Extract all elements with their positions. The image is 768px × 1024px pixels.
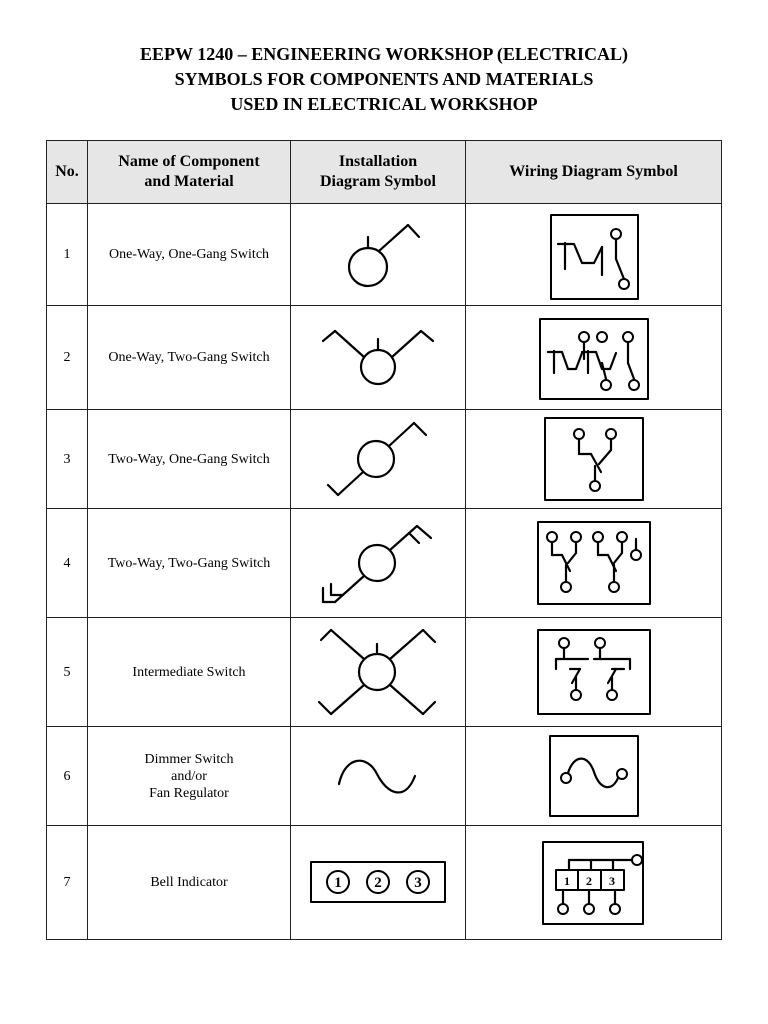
bell-indicator-installation-icon (308, 858, 448, 908)
row-number: 4 (47, 509, 88, 618)
row-number: 3 (47, 410, 88, 509)
column-header-no: No. (47, 141, 88, 204)
page-title (0, 42, 768, 117)
table-header-row (47, 141, 722, 204)
wiring-symbol-cell (466, 826, 722, 940)
table-row (47, 509, 722, 618)
wiring-symbol-cell (466, 727, 722, 826)
table-row (47, 306, 722, 410)
component-name: One-Way, One-Gang Switch (88, 204, 291, 306)
column-header-installation: Installation Diagram Symbol (291, 141, 466, 204)
wiring-symbol-cell (466, 306, 722, 410)
component-name: Two-Way, Two-Gang Switch (88, 509, 291, 618)
table-row (47, 826, 722, 940)
one-way-one-gang-switch-wiring-icon (544, 209, 644, 301)
installation-symbol-cell (291, 410, 466, 509)
indicator-label: 3 (414, 874, 422, 891)
row-number: 1 (47, 204, 88, 306)
row-number: 7 (47, 826, 88, 940)
wiring-symbol-cell (466, 410, 722, 509)
component-name: Bell Indicator (88, 826, 291, 940)
indicator-label: 1 (563, 873, 570, 888)
wiring-symbol-cell (466, 204, 722, 306)
row-number: 6 (47, 727, 88, 826)
indicator-label: 2 (374, 874, 382, 891)
symbols-table (46, 140, 722, 940)
installation-symbol-cell (291, 509, 466, 618)
installation-symbol-cell (291, 204, 466, 306)
component-name-line: and/or (171, 768, 207, 784)
dimmer-switch-wiring-icon (546, 732, 642, 820)
component-name: Two-Way, One-Gang Switch (88, 410, 291, 509)
indicator-label: 3 (608, 873, 615, 888)
row-number: 5 (47, 618, 88, 727)
installation-symbol-cell (291, 306, 466, 410)
component-name: Intermediate Switch (88, 618, 291, 727)
one-way-two-gang-switch-wiring-icon (536, 313, 652, 403)
indicator-label: 1 (334, 874, 342, 891)
table-row (47, 204, 722, 306)
column-header-name: Name of Component and Material (88, 141, 291, 204)
component-name: One-Way, Two-Gang Switch (88, 306, 291, 410)
row-number: 2 (47, 306, 88, 410)
wiring-symbol-cell (466, 509, 722, 618)
intermediate-switch-installation-icon (313, 624, 443, 720)
installation-symbol-cell (291, 826, 466, 940)
two-way-two-gang-switch-installation-icon (313, 516, 443, 610)
wiring-symbol-cell (466, 618, 722, 727)
indicator-label: 2 (585, 873, 592, 888)
two-way-two-gang-switch-wiring-icon (536, 519, 652, 607)
title-line-3: USED IN ELECTRICAL WORKSHOP (230, 94, 538, 114)
bell-indicator-wiring-icon (539, 838, 649, 928)
table-row (47, 618, 722, 727)
title-line-1: EEPW 1240 – ENGINEERING WORKSHOP (ELECTRICAL) (140, 44, 628, 64)
installation-symbol-cell (291, 618, 466, 727)
two-way-one-gang-switch-wiring-icon (539, 414, 649, 504)
component-name (88, 727, 291, 826)
one-way-two-gang-switch-installation-icon (313, 323, 443, 393)
component-name-line: Fan Regulator (149, 785, 229, 801)
two-way-one-gang-switch-installation-icon (318, 417, 438, 501)
table-row (47, 410, 722, 509)
title-line-2: SYMBOLS FOR COMPONENTS AND MATERIALS (174, 69, 594, 89)
installation-symbol-cell (291, 727, 466, 826)
dimmer-switch-installation-icon (333, 746, 423, 806)
one-way-one-gang-switch-installation-icon (328, 215, 428, 295)
column-header-wiring: Wiring Diagram Symbol (466, 141, 722, 204)
intermediate-switch-wiring-icon (536, 627, 652, 717)
table-row (47, 727, 722, 826)
component-name-line: Dimmer Switch (144, 751, 234, 767)
